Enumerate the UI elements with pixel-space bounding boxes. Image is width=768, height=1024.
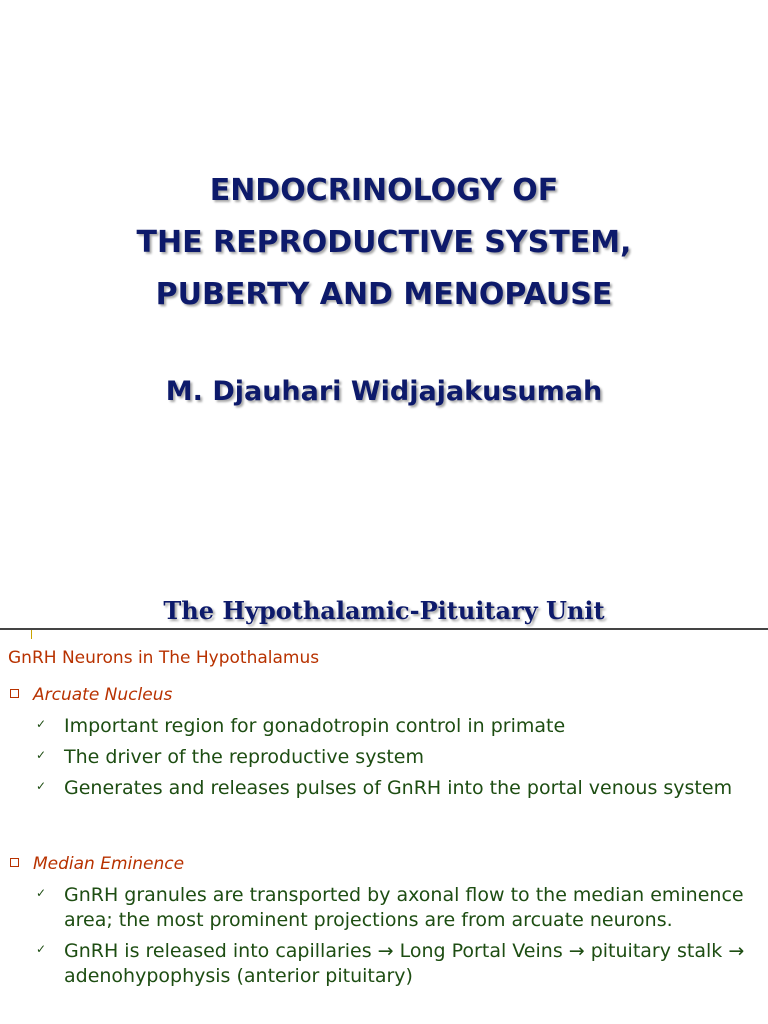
median-eminence-bullet-list [36, 883, 764, 995]
group-arcuate-nucleus [10, 685, 172, 705]
divider-accent [31, 630, 32, 639]
arcuate-bullet-list [36, 714, 764, 807]
bullet-text: GnRH is released into capillaries → Long Portal Veins → pituitary stalk → adenohypophysis (anterior pituitary) [64, 940, 745, 987]
section-heading: GnRH Neurons in The Hypothalamus [8, 648, 320, 668]
check-icon: ✓ [36, 748, 47, 762]
check-icon: ✓ [36, 779, 47, 793]
group-median-eminence [10, 854, 184, 874]
bullet-text: GnRH granules are transported by axonal flow to the median eminence area; the most prominent projections are from arcuate neurons. [64, 884, 744, 931]
list-item [36, 714, 764, 739]
list-item [36, 776, 764, 801]
list-item [36, 939, 764, 989]
check-icon: ✓ [36, 717, 47, 731]
bullet-text: The driver of the reproductive system [64, 746, 424, 768]
title-divider [0, 628, 768, 630]
check-icon: ✓ [36, 886, 47, 900]
slide2-title: The Hypothalamic-Pituitary Unit [163, 596, 605, 625]
group-label: Median Eminence [33, 854, 185, 874]
list-item [36, 883, 764, 933]
title-line-2: THE REPRODUCTIVE SYSTEM, [136, 225, 632, 260]
bullet-text: Generates and releases pulses of GnRH into the portal venous system [64, 777, 733, 799]
author-name: M. Djauhari Widjajakusumah [165, 376, 603, 407]
check-icon: ✓ [36, 942, 47, 956]
list-item [36, 745, 764, 770]
bullet-text: Important region for gonadotropin control in primate [64, 715, 566, 737]
square-bullet-icon [10, 689, 19, 698]
group-label: Arcuate Nucleus [33, 685, 173, 705]
title-line-1: ENDOCRINOLOGY OF [209, 173, 559, 208]
content-slide [0, 576, 768, 1024]
slide-title [0, 165, 768, 321]
title-line-3: PUBERTY AND MENOPAUSE [155, 277, 613, 312]
square-bullet-icon [10, 858, 19, 867]
